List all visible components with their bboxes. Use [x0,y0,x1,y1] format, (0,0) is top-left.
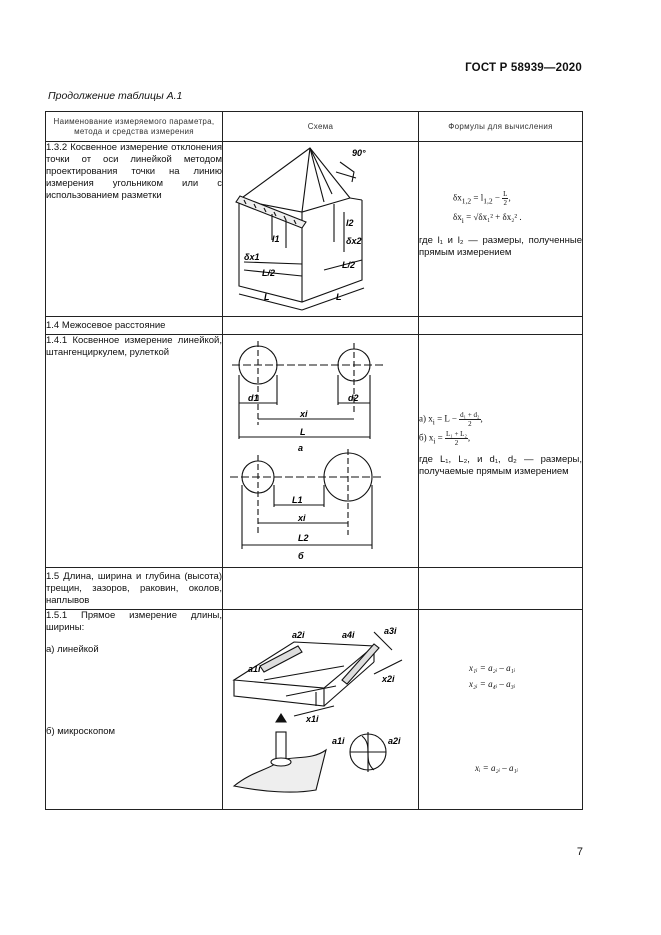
page-number: 7 [576,846,583,858]
row-1-3-2-name: 1.3.2 Косвенное измерение отклонения точки от оси линейкой методом проектирования точки на линию измерения угольником или с использованием разметки [46,142,223,317]
a3i-label: a3i [383,626,397,636]
col-header-scheme: Схема [223,112,419,142]
x1i-label: x1i [305,714,319,724]
L2-label-right: L/2 [341,260,355,270]
L2-label-left: L/2 [261,268,275,278]
row-1-5-1-formulas [419,610,583,810]
xi-label-a: xi [299,409,308,419]
item-a-ruler: а) линейкой [46,644,99,655]
formula-a: а) $x_i = L$ − $\frac{\text{d₁ + d₂}}{2}$ , [419,411,483,428]
table-header-row [46,112,583,142]
formula-x1i: x₁ᵢ = a₂ᵢ – a₁ᵢ [469,663,516,673]
xi-label-b: xi [297,513,306,523]
formula-b: б) $x_i$ = $\frac{\text{L₁ + L₂}}{2}$ , [419,430,471,448]
L-label-right: L [335,292,341,302]
d1-label: d1 [247,393,259,403]
table-caption: Продолжение таблицы А.1 [48,90,183,102]
L-label-a: L [299,427,305,437]
table-row [46,317,583,335]
fig-b-label: б [297,551,304,561]
formula-dx12: $\delta x_{1,2} = l_{1,2}$ − $\frac{L}{2}$ , [453,190,511,207]
l1-label: l1 [271,234,280,244]
formula-x2i: x₂ᵢ = a₄ᵢ – a₃ᵢ [469,679,516,689]
L2-label-b: L2 [297,533,309,543]
table-row [46,335,583,568]
row-1-3-2-scheme [223,142,419,317]
table-row [46,568,583,610]
a2i-label-a: a2i [291,630,305,640]
row-1-5-name: 1.5 Длина, ширина и глубина (высота) трещин, зазоров, раковин, околов, наплывов [46,568,223,610]
axis-distance-diagram [224,335,418,563]
L-label-left: L [263,292,269,302]
house-projection-diagram [224,142,418,312]
l2-label: l2 [345,218,354,228]
L1-label: L1 [291,495,303,505]
row-1-5-1-scheme [223,610,419,810]
table-row [46,142,583,317]
dx2-label: δx2 [345,236,362,246]
a2i-label-b: a2i [387,736,401,746]
formula-dxi: $\delta x_i = √\delta x_1^2 + \delta x_2^2$ . [453,212,522,226]
row-1-5-1-name-cell [46,610,223,810]
crack-measurement-diagram [224,610,418,805]
d2-label: d2 [347,393,359,403]
measurement-table [45,111,583,810]
standard-header: ГОСТ Р 58939—2020 [465,62,582,74]
col-header-formulas: Формулы для вычисления [419,112,583,142]
row-1-4-1-note: где L₁, L₂, и d₁, d₂ — размеры, получаемые прямым измерением [419,453,582,477]
table-row [46,610,583,810]
fig-a-label: а [297,443,303,453]
a1i-label-b: a1i [331,736,345,746]
dx1-label: δx1 [243,252,260,262]
row-1-4-name: 1.4 Межосевое расстояние [46,317,223,335]
item-b-microscope: б) микроскопом [46,726,116,737]
row-1-5-1-name: 1.5.1 Прямое измерение длины, ширины: [46,610,222,633]
row-1-3-2-formulas [419,142,583,317]
a4i-label: a4i [341,630,355,640]
a1i-label: a1i [247,664,261,674]
angle-90-label: 90° [351,148,366,158]
row-1-3-2-note: где l₁ и l₂ — размеры, полученные прямым измерением [419,235,582,259]
row-1-4-1-name: 1.4.1 Косвенное измерение линейкой, штангенциркулем, рулеткой [46,335,223,568]
formula-xi: xᵢ = a₂ᵢ – a₁ᵢ [475,763,519,773]
x2i-label: x2i [381,674,395,684]
row-1-4-1-formulas [419,335,583,568]
col-header-name: Наименование измеряемого параметра, метода и средства измерения [46,112,223,142]
row-1-4-1-scheme [223,335,419,568]
